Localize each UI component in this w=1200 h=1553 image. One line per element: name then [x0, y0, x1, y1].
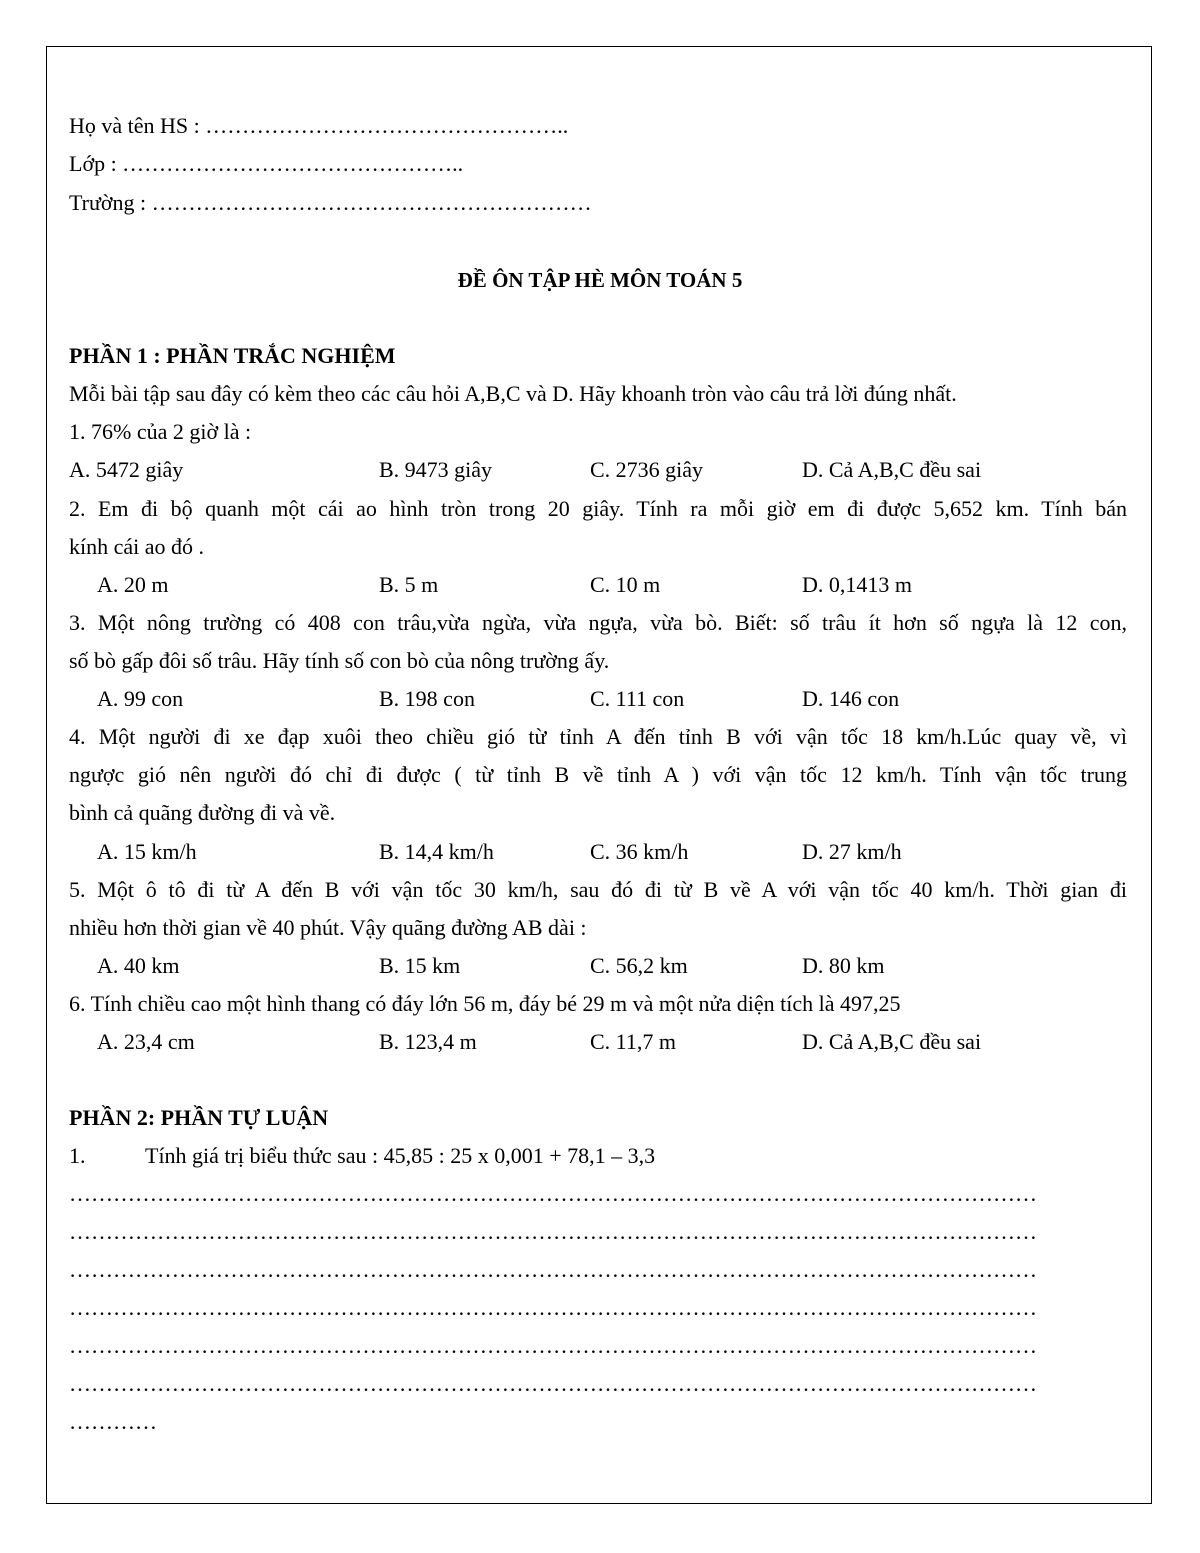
option-a: A. 23,4 cm	[97, 1029, 195, 1054]
question-5-line-1: 5. Một ô tô đi từ A đến B với vận tốc 30 km/h, sau đó đi từ B về A với vận tốc 40 km/h. Thời gian đi	[69, 877, 1127, 902]
answer-line: ……………………………………………………………………………………………………………………	[69, 1295, 1037, 1320]
option-d: D. Cả A,B,C đều sai	[802, 1029, 982, 1054]
question-4-line-2: ngược gió nên người đó chỉ đi được ( từ tỉnh B về tỉnh A ) với vận tốc 12 km/h. Tính vận tốc trung	[69, 762, 1127, 787]
option-d: D. 80 km	[802, 953, 885, 978]
answer-line: ……………………………………………………………………………………………………………………	[69, 1333, 1037, 1358]
option-c: C. 11,7 m	[590, 1029, 676, 1054]
option-a: A. 20 m	[97, 572, 169, 597]
option-c: C. 36 km/h	[590, 839, 689, 864]
question-4-line-3: bình cả quãng đường đi và về.	[69, 800, 336, 825]
option-a: A. 5472 giây	[69, 457, 184, 482]
question-6-text: 6. Tính chiều cao một hình thang có đáy lớn 56 m, đáy bé 29 m và một nửa diện tích là 497,25	[69, 991, 901, 1016]
option-b: B. 123,4 m	[379, 1029, 477, 1054]
option-d: D. 146 con	[802, 686, 900, 711]
question-3-line-2: số bò gấp đôi số trâu. Hãy tính số con bò của nông trường ấy.	[69, 648, 610, 673]
option-c: C. 10 m	[590, 572, 661, 597]
option-c: C. 2736 giây	[590, 457, 704, 482]
class-line: Lớp : ………………………………………..	[69, 151, 464, 176]
part1-heading: PHẦN 1 : PHẦN TRẮC NGHIỆM	[69, 343, 396, 368]
answer-line: ……………………………………………………………………………………………………………………	[69, 1257, 1037, 1282]
option-d: D. 27 km/h	[802, 839, 902, 864]
option-b: B. 14,4 km/h	[379, 839, 494, 864]
option-d: D. Cả A,B,C đều sai	[802, 457, 982, 482]
question-5-line-2: nhiều hơn thời gian về 40 phút. Vậy quãng đường AB dài :	[69, 915, 587, 940]
question-2-line-1: 2. Em đi bộ quanh một cái ao hình tròn trong 20 giây. Tính ra mỗi giờ em đi được 5,652 km. Tính bán	[69, 496, 1127, 521]
answer-line: …………	[69, 1409, 157, 1434]
option-a: A. 40 km	[97, 953, 180, 978]
page-title: ĐỀ ÔN TẬP HÈ MÔN TOÁN 5	[457, 268, 743, 292]
option-b: B. 15 km	[379, 953, 461, 978]
school-line: Trường : ……………………………………………………	[69, 190, 592, 215]
option-d: D. 0,1413 m	[802, 572, 912, 597]
option-c: C. 56,2 km	[590, 953, 688, 978]
essay-question-1-number: 1.	[69, 1143, 86, 1168]
answer-line: ……………………………………………………………………………………………………………………	[69, 1181, 1037, 1206]
question-4-line-1: 4. Một người đi xe đạp xuôi theo chiều gió từ tỉnh A đến tỉnh B với vận tốc 18 km/h.Lúc quay về, vì	[69, 724, 1127, 749]
answer-line: ……………………………………………………………………………………………………………………	[69, 1219, 1037, 1244]
option-b: B. 5 m	[379, 572, 439, 597]
question-3-line-1: 3. Một nông trường có 408 con trâu,vừa ngừa, vừa ngựa, vừa bò. Biết: số trâu ít hơn số ngựa là 12 con,	[69, 610, 1127, 635]
question-1-text: 1. 76% của 2 giờ là :	[69, 419, 252, 444]
option-c: C. 111 con	[590, 686, 685, 711]
option-a: A. 15 km/h	[97, 839, 197, 864]
part2-heading: PHẦN 2: PHẦN TỰ LUẬN	[69, 1105, 329, 1130]
question-2-line-2: kính cái ao đó .	[69, 534, 205, 559]
option-b: B. 198 con	[379, 686, 475, 711]
option-a: A. 99 con	[97, 686, 184, 711]
answer-line: ……………………………………………………………………………………………………………………	[69, 1371, 1037, 1396]
part1-instruction: Mỗi bài tập sau đây có kèm theo các câu hỏi A,B,C và D. Hãy khoanh tròn vào câu trả lời đúng nhất.	[69, 381, 957, 406]
option-b: B. 9473 giây	[379, 457, 493, 482]
student-name-line: Họ và tên HS : …………………………………………..	[69, 113, 569, 138]
essay-question-1-text: Tính giá trị biểu thức sau : 45,85 : 25 x 0,001 + 78,1 – 3,3	[145, 1143, 656, 1168]
